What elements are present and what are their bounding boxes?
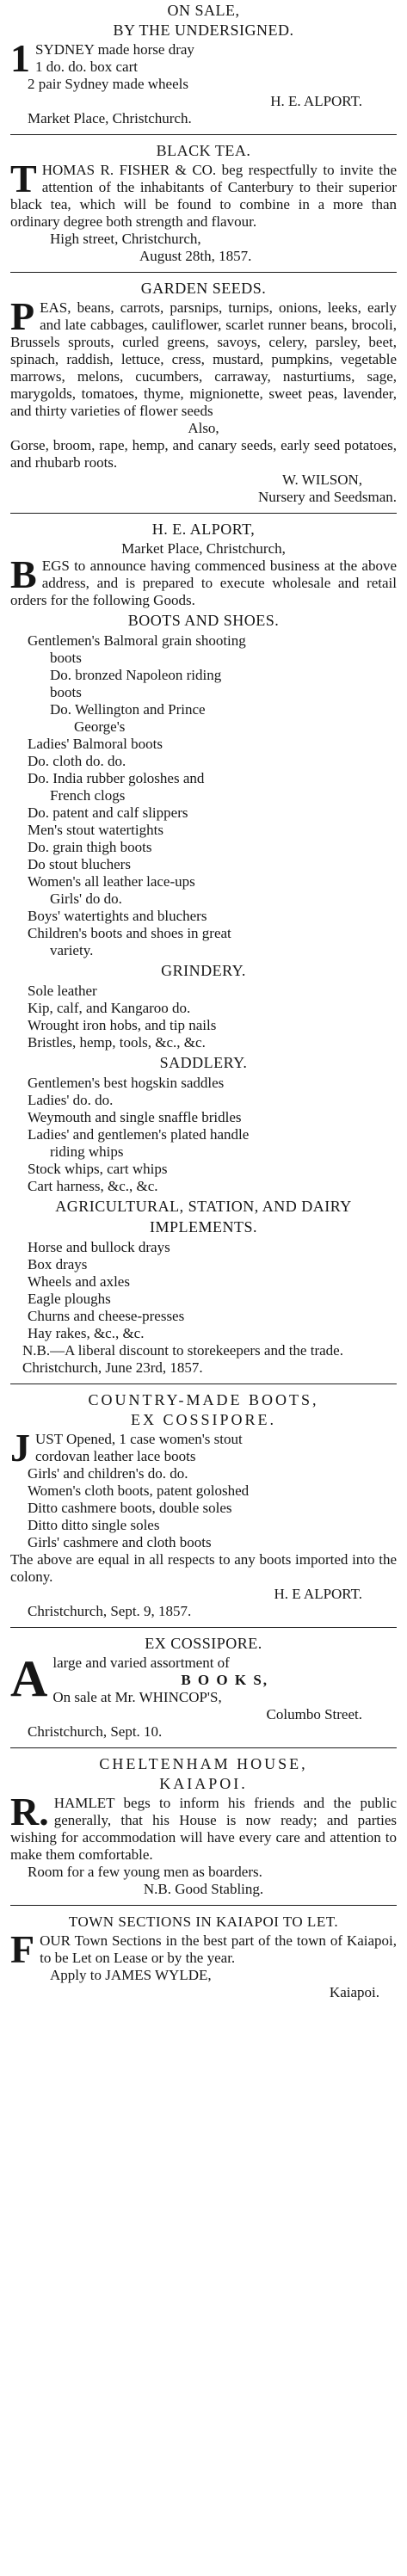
- list-item: Women's cloth boots, patent goloshed: [28, 1482, 250, 1499]
- drop-cap: 1: [10, 36, 30, 80]
- ad-body: R. HAMLET begs to inform his friends and the public generally, that his House is now ready; and parties wishing for accommodation will have every care and attention to make them comfortable.: [10, 1790, 397, 1863]
- drop-cap: T: [10, 157, 37, 200]
- ad-signature: H. E ALPORT.: [274, 1586, 362, 1602]
- ad-alport: [10, 513, 397, 1377]
- list-item: Do. cloth do. do.: [28, 753, 126, 769]
- list-item: Cart harness, &c., &c.: [28, 1178, 158, 1194]
- agri-list: [10, 1239, 397, 1342]
- ad-body: THOMAS R. FISHER & CO. beg respectfully to invite the attention of the inhabitants of Canterbury to their superior black tea, which will be found to combine in a more than ordinary degree both strength and flavour.: [10, 157, 397, 230]
- list-item: Do. India rubber goloshes and: [28, 770, 205, 786]
- saddlery-list: [10, 1075, 397, 1195]
- drop-cap: A: [10, 1650, 48, 1707]
- list-item: Sole leather: [28, 983, 97, 999]
- list-item: Wheels and axles: [28, 1273, 130, 1290]
- list-item: Men's stout watertights: [28, 822, 163, 838]
- list-item: cordovan leather lace boots: [35, 1448, 196, 1464]
- ad-line: Columbo Street.: [266, 1706, 362, 1722]
- list-item: Churns and cheese-presses: [28, 1308, 185, 1324]
- list-item: Weymouth and single snaffle bridles: [28, 1109, 242, 1125]
- ad-heading: BLACK TEA.: [156, 142, 251, 159]
- ad-heading: COUNTRY-MADE BOOTS,: [88, 1391, 319, 1408]
- ad-body: BEGS to announce having commenced business at the above address, and is prepared to execute wholesale and retail orders for the following Goods.: [10, 552, 397, 608]
- list-item: Women's all leather lace-ups: [28, 873, 195, 890]
- ad-line: SYDNEY made horse dray: [35, 41, 194, 58]
- list-item: Girls' do do.: [50, 891, 122, 907]
- ad-date: Christchurch, Sept. 10.: [28, 1723, 163, 1740]
- boots-lines: [10, 1426, 397, 1551]
- ad-body: FOUR Town Sections in the best part of the town of Kaiapoi, to be Let on Lease or by the year.: [10, 1927, 397, 1971]
- ad-line: On sale at Mr. WHINCOP'S,: [52, 1689, 222, 1705]
- list-item: Ladies' Balmoral boots: [28, 736, 163, 752]
- list-item: Do stout bluchers: [28, 856, 131, 872]
- list-item: Ladies' do. do.: [28, 1092, 114, 1108]
- list-item: Girls' cashmere and cloth boots: [28, 1534, 212, 1550]
- ad-heading: ON SALE,: [167, 2, 240, 19]
- list-item: Gentlemen's Balmoral grain shooting: [28, 632, 246, 649]
- list-item: French clogs: [50, 787, 126, 804]
- ad-on-sale: [10, 2, 397, 127]
- ad-heading: GARDEN SEEDS.: [140, 280, 267, 297]
- grindery-list: [10, 983, 397, 1051]
- boots-list: [10, 632, 397, 959]
- ad-line: 2 pair Sydney made wheels: [28, 76, 188, 92]
- ad-also-body: Gorse, broom, rape, hemp, and canary seeds, early seed potatoes, and rhubarb roots.: [10, 437, 397, 471]
- section-heading-implements: IMPLEMENTS.: [149, 1218, 257, 1236]
- ad-line: Room for a few young men as boarders.: [28, 1864, 262, 1880]
- ad-subheading: BY THE UNDERSIGNED.: [113, 22, 294, 39]
- list-item: Children's boots and shoes in great: [28, 925, 231, 941]
- ad-place: Market Place, Christchurch.: [28, 110, 192, 126]
- list-item: Do. grain thigh boots: [28, 839, 152, 855]
- ad-country-boots: [10, 1384, 397, 1620]
- drop-cap: F: [10, 1927, 35, 1971]
- ad-subheading: EX COSSIPORE.: [130, 1411, 277, 1428]
- list-item: George's: [74, 718, 126, 735]
- ad-books-title: B O O K S,: [181, 1672, 269, 1688]
- ad-place: Market Place, Christchurch,: [121, 540, 286, 557]
- ad-heading: CHELTENHAM HOUSE,: [99, 1755, 308, 1772]
- ad-place: High street, Christchurch,: [50, 231, 201, 247]
- list-item: Do. Wellington and Prince: [50, 701, 206, 718]
- list-item: variety.: [50, 942, 94, 958]
- list-item: Hay rakes, &c., &c.: [28, 1325, 145, 1341]
- list-item: boots: [50, 650, 82, 666]
- ad-place: Kaiapoi.: [329, 1984, 379, 2000]
- ad-garden-seeds: [10, 272, 397, 506]
- ad-line: 1 do. do. box cart: [35, 59, 138, 75]
- list-item: UST Opened, 1 case women's stout: [35, 1431, 243, 1447]
- list-item: boots: [50, 684, 82, 700]
- ad-town-sections: [10, 1905, 397, 2001]
- list-item: Gentlemen's best hogskin saddles: [28, 1075, 225, 1091]
- section-heading-saddlery: SADDLERY.: [159, 1054, 248, 1071]
- list-item: Box drays: [28, 1256, 88, 1273]
- ad-body: PEAS, beans, carrots, parsnips, turnips, onions, leeks, early and late cabbages, cauliflower, scarlet runner beans, brocoli, Brussels sprouts, curled greens, savoys, celery, parsley, beet, spinach, raddish, lettuce, cress, mustard, pumpkins, vegetable marrows, melons, cucumbers, carraway, nasturtiums, sage, marygolds, tomatoes, thyme, mignionette, sweet peas, lavender, and thirty varieties of flower seeds: [10, 294, 397, 419]
- list-item: Girls' and children's do. do.: [28, 1465, 188, 1482]
- list-item: Do. patent and calf slippers: [28, 804, 188, 821]
- list-item: Horse and bullock drays: [28, 1239, 170, 1255]
- section-heading-agricultural: AGRICULTURAL, STATION, AND DAIRY: [55, 1198, 352, 1215]
- ad-body: The above are equal in all respects to any boots imported into the colony.: [10, 1551, 397, 1585]
- ad-signature: H. E. ALPORT.: [270, 93, 362, 109]
- ad-also-label: Also,: [188, 420, 219, 436]
- list-item: Do. bronzed Napoleon riding: [50, 667, 222, 683]
- ad-nb: N.B. Good Stabling.: [143, 1881, 264, 1897]
- list-item: Stock whips, cart whips: [28, 1161, 168, 1177]
- ad-heading: H. E. ALPORT,: [151, 521, 256, 538]
- ad-date: August 28th, 1857.: [139, 248, 252, 264]
- list-item: Kip, calf, and Kangaroo do.: [28, 1000, 191, 1016]
- ad-date: Christchurch, June 23rd, 1857.: [22, 1359, 203, 1376]
- section-heading-grindery: GRINDERY.: [161, 962, 246, 979]
- ad-signature-title: Nursery and Seedsman.: [258, 489, 397, 505]
- ad-cheltenham-house: [10, 1747, 397, 1898]
- ad-subheading: KAIAPOI.: [159, 1775, 248, 1792]
- ad-heading: EX COSSIPORE.: [145, 1635, 262, 1652]
- list-item: Ladies' and gentlemen's plated handle: [28, 1126, 250, 1143]
- ad-date: Christchurch, Sept. 9, 1857.: [28, 1603, 192, 1619]
- newspaper-column: [10, 0, 397, 2576]
- drop-cap: R.: [10, 1790, 49, 1833]
- ad-line: large and varied assortment of: [52, 1655, 230, 1671]
- list-item: Ditto ditto single soles: [28, 1517, 160, 1533]
- drop-cap: P: [10, 294, 35, 338]
- ad-books: [10, 1627, 397, 1741]
- ad-heading: TOWN SECTIONS IN KAIAPOI TO LET.: [68, 1914, 339, 1930]
- ad-apply: Apply to JAMES WYLDE,: [50, 1967, 212, 1983]
- ad-signature: W. WILSON,: [281, 471, 362, 488]
- list-item: Eagle ploughs: [28, 1291, 111, 1307]
- list-item: Boys' watertights and bluchers: [28, 908, 207, 924]
- ad-black-tea: [10, 134, 397, 265]
- list-item: Bristles, hemp, tools, &c., &c.: [28, 1034, 206, 1051]
- ad-nb: N.B.—A liberal discount to storekeepers and the trade.: [22, 1342, 343, 1359]
- drop-cap: J: [10, 1426, 30, 1470]
- list-item: riding whips: [50, 1143, 124, 1160]
- list-item: Ditto cashmere boots, double soles: [28, 1500, 232, 1516]
- section-heading-boots: BOOTS AND SHOES.: [127, 612, 280, 629]
- drop-cap: B: [10, 552, 37, 596]
- list-item: Wrought iron hobs, and tip nails: [28, 1017, 217, 1033]
